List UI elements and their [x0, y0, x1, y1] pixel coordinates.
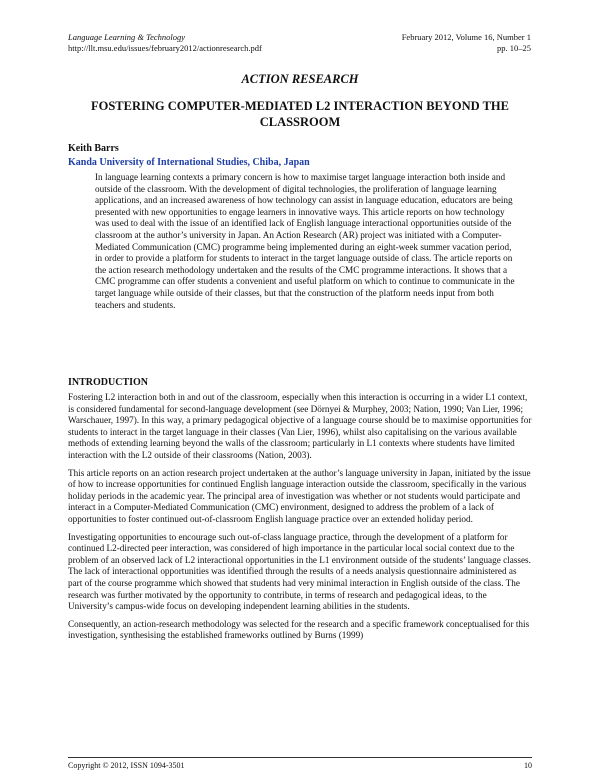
page-number: 10	[524, 761, 532, 770]
paragraph: Consequently, an action-research methodology was selected for the research and a specific framework conceptualised for this investigation, synthesising the established frameworks outlined by Burns (1999)	[68, 618, 530, 641]
article-title: FOSTERING COMPUTER-MEDIATED L2 INTERACTION BEYOND THE CLASSROOM	[91, 99, 509, 129]
issue-info: February 2012, Volume 16, Number 1	[401, 32, 531, 42]
running-header-right	[402, 32, 531, 54]
paragraph: Fostering L2 interaction both in and out of the classroom, especially when this interaction is occurring in a wider L1 context, is considered fundamental for second-language development (see Dörnyei & Murphey, 2003; Nation, 1990; Van Lier, 1996; Warschauer, 1997). In this way, a primary pedagogical objective of a language course should be to maximise opportunities for students to interact in the target language in their classes (Van Lier, 1996), whilst also capitalising on the various available methods of extending learning beyond the walls of the classroom; particularly in L1 contexts where students have limited interaction with the L2 outside of their classrooms (Nation, 2003).	[68, 392, 532, 460]
section-label: ACTION RESEARCH	[241, 72, 359, 86]
paragraph: This article reports on an action research project undertaken at the author’s language university in Japan, initiated by the issue of how to increase opportunities for continued English language interaction outside the classroom, specifically in the various holiday periods in the academic year. The principal area of investigation was whether or not students would participate and interact in a Computer-Mediated Communication (CMC) environment, designed to address the problem of a lack of opportunities to foster continued out-of-classroom English language practice over an extended holiday period.	[68, 467, 531, 524]
paragraph: Investigating opportunities to encourage such out-of-class language practice, through the development of a platform for continued L2-directed peer interaction, was considered of high importance in the particular local social context due to the problem of an observed lack of L2 interactional opportunities in the L1 environment outside of the students’ language classes. The lack of interactional opportunities was identified through the results of a needs analysis questionnaire administered as part of the course programme which showed that students had very minimal interaction in English outside of the class. The research was further motivated by the opportunity to contribute, in terms of research and pedagogical ideas, to the University’s campus-wide focus on developing independent learning abilities in the students.	[68, 531, 531, 612]
copyright-notice: Copyright © 2012, ISSN 1094-3501	[68, 761, 185, 770]
running-header-left	[68, 32, 262, 54]
introduction-heading: INTRODUCTION	[68, 377, 149, 388]
abstract: In language learning contexts a primary concern is how to maximise target language interaction both inside and outside of the classroom. With the development of digital technologies, the proliferation of language learning applications, and an increased awareness of how technology can assist in language education, educators are being presented with new opportunities to engage learners in innovative ways. This article reports on how technology was used to deal with the issue of an identified lack of English language interactional opportunities outside of the classroom at the author’s university in Japan. An Action Research (AR) project was initiated with a Computer-Mediated Communication (CMC) programme being implemented during an eight-week summer vacation period, in order to provide a platform for students to interact in the target language outside of class. The article reports on the action research methodology undertaken and the results of the CMC programme interactions. It shows that a CMC programme can offer students a convenient and useful platform on which to continue to communicate in the target language while outside of their classes, but that the construction of the platform needs input from both teachers and students.	[95, 172, 515, 310]
author-name: Keith Barrs	[68, 143, 119, 154]
journal-name: Language Learning & Technology	[68, 32, 186, 42]
footer-divider	[68, 757, 532, 758]
article-url: http://llt.msu.edu/issues/february2012/actionresearch.pdf	[68, 43, 262, 53]
introduction-body	[68, 392, 532, 648]
page-range: pp. 10–25	[497, 43, 531, 53]
author-affiliation: Kanda University of International Studies, Chiba, Japan	[68, 157, 310, 168]
